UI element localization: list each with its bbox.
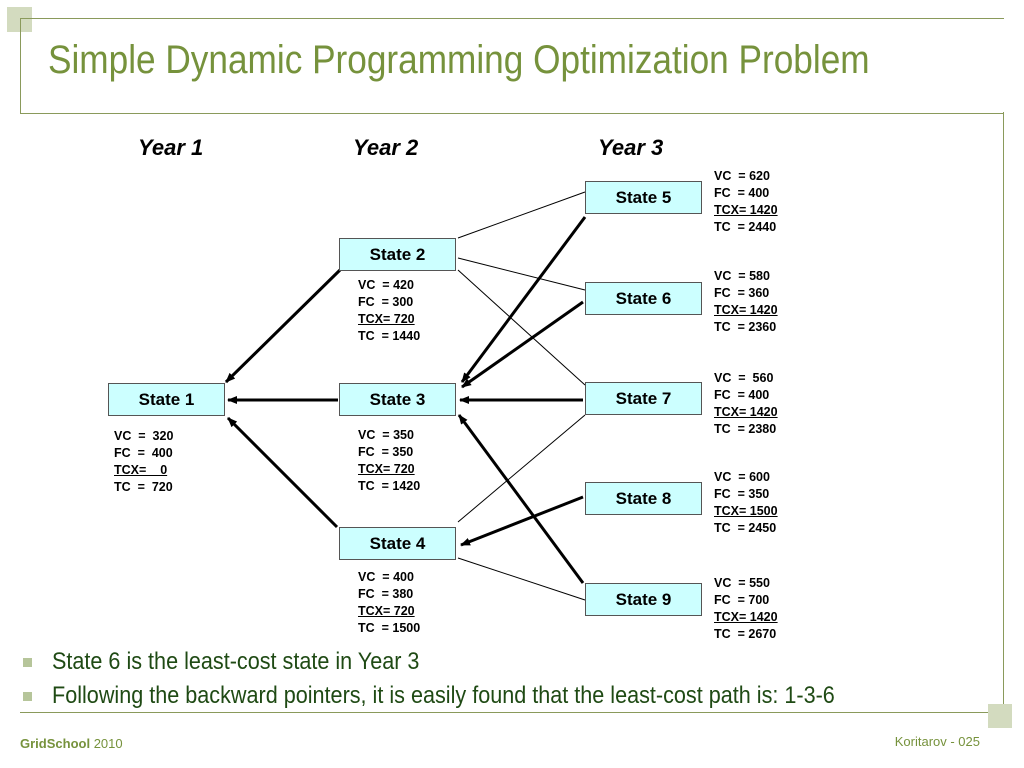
state-6-box: State 6 <box>585 282 702 315</box>
pointer-2-1 <box>226 270 340 382</box>
state-1-costs <box>114 428 173 496</box>
vc-value: VC = 620 <box>714 169 770 183</box>
vc-value: VC = 580 <box>714 269 770 283</box>
state-9-box: State 9 <box>585 583 702 616</box>
edge-2-7 <box>458 270 585 385</box>
vc-value: VC = 600 <box>714 470 770 484</box>
edge-2-5 <box>458 192 585 238</box>
fc-value: FC = 360 <box>714 286 770 300</box>
vc-value: VC = 320 <box>114 429 174 443</box>
footer-left <box>20 736 123 751</box>
state-4-costs <box>358 569 420 637</box>
bullet-1: State 6 is the least-cost state in Year 3 <box>52 648 420 675</box>
state-9-costs <box>714 575 778 643</box>
tc-value: TC = 1500 <box>358 621 421 635</box>
state-3-box: State 3 <box>339 383 456 416</box>
year-2-heading: Year 2 <box>353 135 419 160</box>
vc-value: VC = 550 <box>714 576 770 590</box>
state-8-costs <box>714 469 778 537</box>
tc-value: TC = 2380 <box>714 422 777 436</box>
footer-right: Koritarov - 025 <box>894 734 980 749</box>
state-5-box: State 5 <box>585 181 702 214</box>
pointer-9-3 <box>459 415 583 583</box>
edge-2-6 <box>458 258 585 290</box>
state-8-box: State 8 <box>585 482 702 515</box>
tc-value: TC = 1420 <box>358 479 421 493</box>
vc-value: VC = 420 <box>358 278 414 292</box>
pointer-5-3 <box>462 217 585 382</box>
tc-value: TC = 2360 <box>714 320 777 334</box>
bullet-marker <box>23 658 32 667</box>
state-7-box: State 7 <box>585 382 702 415</box>
tcx-value: TCX= 1420 <box>714 203 778 217</box>
fc-value: FC = 350 <box>714 487 770 501</box>
edge-4-9 <box>458 558 585 600</box>
tcx-value: TCX= 720 <box>358 604 415 618</box>
vc-value: VC = 560 <box>714 371 774 385</box>
state-4-box: State 4 <box>339 527 456 560</box>
pointer-6-3 <box>462 302 583 387</box>
vc-value: VC = 400 <box>358 570 414 584</box>
bullet-2: Following the backward pointers, it is easily found that the least-cost path is: 1-3-6 <box>52 682 835 709</box>
vc-value: VC = 350 <box>358 428 414 442</box>
fc-value: FC = 300 <box>358 295 414 309</box>
state-7-costs <box>714 370 778 438</box>
footer-year: 2010 <box>93 736 123 751</box>
year-3-heading: Year 3 <box>598 135 664 160</box>
tc-value: TC = 2440 <box>714 220 777 234</box>
state-5-costs <box>714 168 778 236</box>
fc-value: FC = 700 <box>714 593 770 607</box>
pointer-4-1 <box>228 418 337 527</box>
tcx-value: TCX= 1420 <box>714 405 778 419</box>
tcx-value: TCX= 1500 <box>714 504 778 518</box>
state-2-box: State 2 <box>339 238 456 271</box>
footer-brand: GridSchool <box>20 736 91 751</box>
tc-value: TC = 2670 <box>714 627 777 641</box>
tcx-value: TCX= 1420 <box>714 610 778 624</box>
tcx-value: TCX= 720 <box>358 312 415 326</box>
bullet-marker <box>23 692 32 701</box>
state-2-costs <box>358 277 420 345</box>
year-1-heading: Year 1 <box>138 135 204 160</box>
tcx-value: TCX= 0 <box>114 463 168 477</box>
tc-value: TC = 1440 <box>358 329 421 343</box>
edge-4-7 <box>458 415 585 522</box>
page-title: Simple Dynamic Programming Optimization Problem <box>48 38 870 82</box>
tcx-value: TCX= 720 <box>358 462 415 476</box>
tcx-value: TCX= 1420 <box>714 303 778 317</box>
tc-value: TC = 720 <box>114 480 173 494</box>
fc-value: FC = 400 <box>714 388 770 402</box>
state-1-box: State 1 <box>108 383 225 416</box>
fc-value: FC = 350 <box>358 445 414 459</box>
fc-value: FC = 400 <box>714 186 770 200</box>
tc-value: TC = 2450 <box>714 521 777 535</box>
fc-value: FC = 400 <box>114 446 173 460</box>
state-6-costs <box>714 268 778 336</box>
fc-value: FC = 380 <box>358 587 414 601</box>
state-3-costs <box>358 427 420 495</box>
